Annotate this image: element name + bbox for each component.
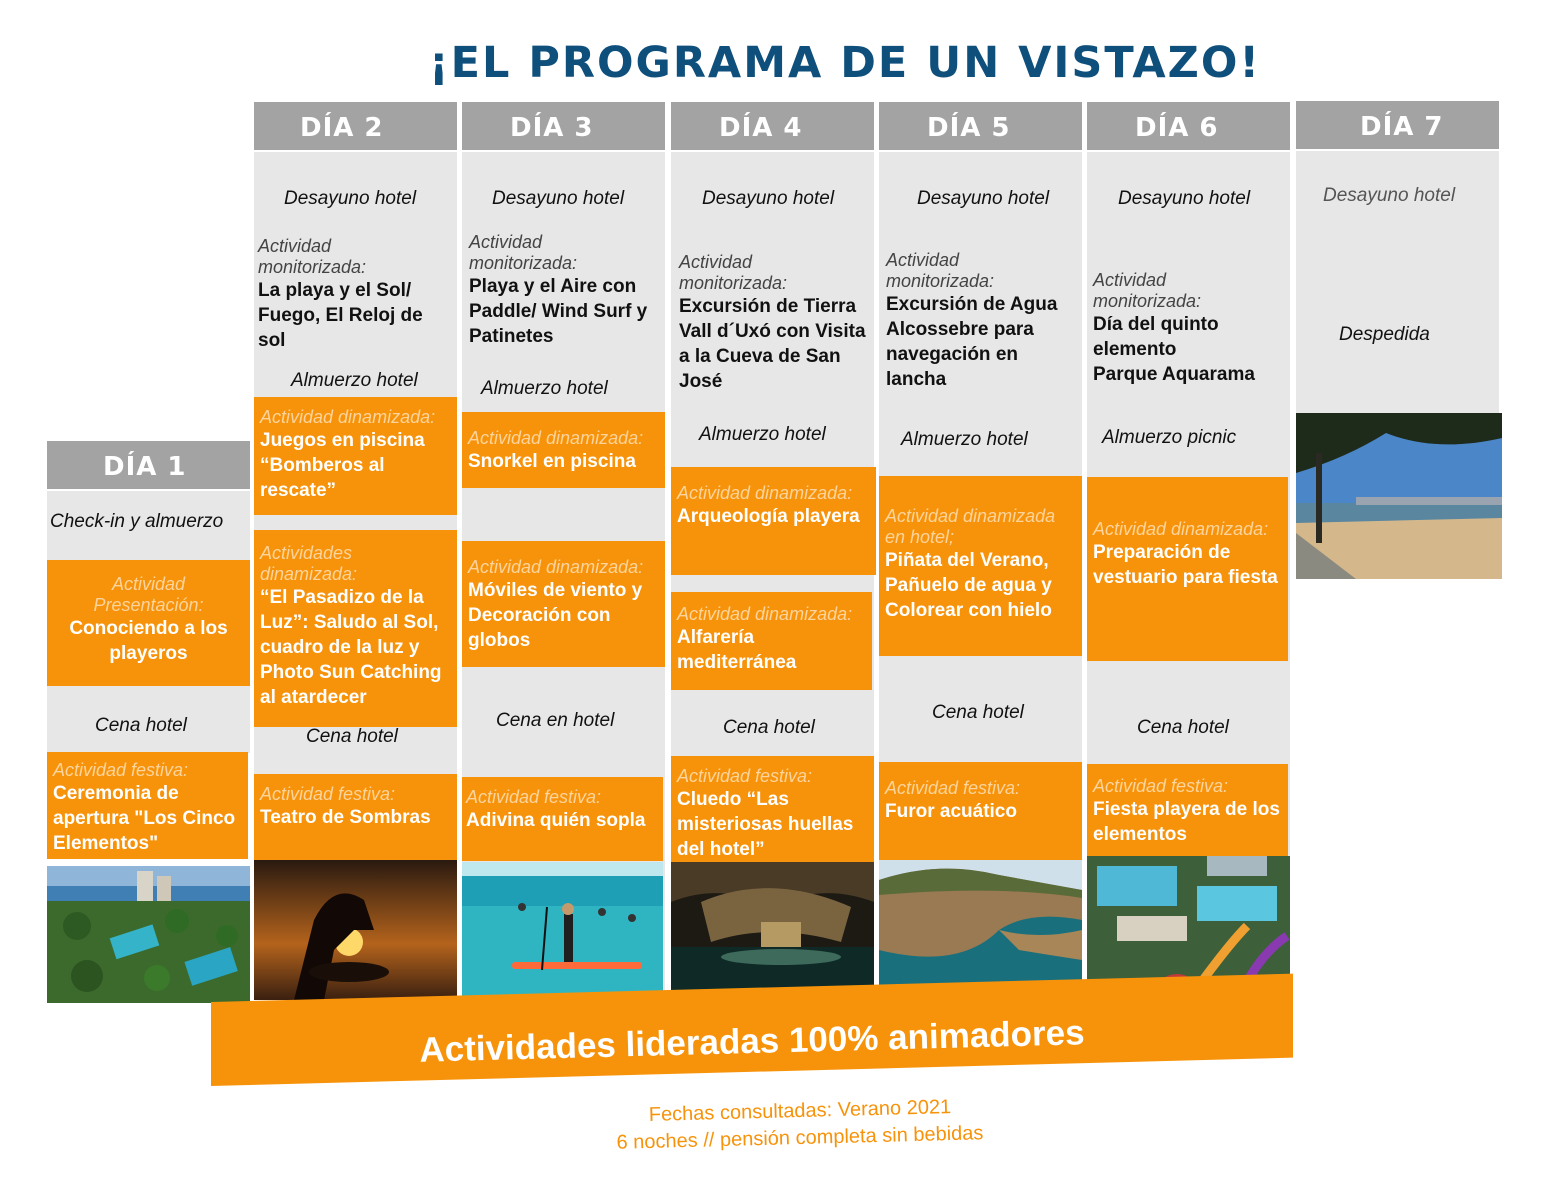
- day-5-dynamic-1-label-2: en hotel;: [885, 527, 955, 547]
- day-5-dynamic-card-1: [879, 476, 1082, 656]
- day-5-monitored-activity: [886, 250, 1078, 392]
- day-5-dynamic-1-text: Piñata del Verano, Pañuelo de agua y Colorear con hielo: [885, 550, 1052, 621]
- day-7-farewell: Despedida: [1339, 324, 1430, 345]
- sunset-hand-heart-photo-svg: [254, 860, 457, 1000]
- day-3-monitored-label-2: monitorizada:: [469, 253, 578, 273]
- day-6-dynamic-1-label: Actividad dinamizada:: [1093, 519, 1269, 539]
- day-4-lunch: Almuerzo hotel: [699, 424, 826, 445]
- day-2-dynamic-2-label-1: Actividades: [260, 543, 353, 563]
- day-1-activity-card: [47, 560, 250, 686]
- sunset-hand-heart-photo: [254, 860, 457, 1000]
- day-4-monitored-activity: [679, 252, 871, 394]
- day-2-monitored-label-2: monitorizada:: [258, 257, 367, 277]
- day-4-monitored-label-2: monitorizada:: [679, 273, 788, 293]
- day-3-dynamic-card-1: [462, 412, 665, 488]
- day-2-monitored-label-1: Actividad: [258, 236, 332, 256]
- day-4-monitored-text: Excursión de Tierra Vall d´Uxó con Visita a la Cueva de San José: [679, 296, 866, 392]
- day-4-dynamic-2-text: Alfarería mediterránea: [677, 627, 797, 673]
- day-5-monitored-label-1: Actividad: [886, 250, 960, 270]
- day-6-monitored-label-2: monitorizada:: [1093, 291, 1202, 311]
- day-2-festive-label: Actividad festiva:: [260, 784, 396, 804]
- day-3-monitored-text: Playa y el Aire con Paddle/ Wind Surf y Patinetes: [469, 276, 648, 347]
- day-1-column: [47, 441, 250, 1003]
- day-2-monitored-activity: [258, 236, 453, 353]
- paddle-surf-photo: [462, 862, 663, 997]
- footer-dates: Fechas consultadas: Verano 2021: [648, 1096, 952, 1126]
- day-6-column: [1087, 102, 1290, 1002]
- day-5-dynamic-1-label-1: Actividad dinamizada: [885, 506, 1056, 526]
- paddle-surf-photo-svg: [462, 862, 663, 997]
- day-1-festive-text: Ceremonia de apertura "Los Cinco Elementos": [53, 783, 236, 854]
- day-3-dynamic-2-text: Móviles de viento y Decoración con globos: [468, 580, 643, 651]
- day-2-breakfast: Desayuno hotel: [284, 188, 417, 209]
- day-3-dynamic-1-label: Actividad dinamizada:: [468, 428, 644, 448]
- day-2-dynamic-1-text: Juegos en piscina “Bomberos al rescate”: [260, 430, 425, 501]
- day-5-lunch: Almuerzo hotel: [901, 429, 1028, 450]
- day-3-column: [462, 102, 665, 997]
- day-4-breakfast: Desayuno hotel: [702, 188, 835, 209]
- day-4-dinner: Cena hotel: [723, 717, 815, 738]
- day-6-festive-card: [1087, 764, 1288, 856]
- day-3-festive-text: Adivina quién sopla: [466, 810, 646, 831]
- day-4-dynamic-card-2: [671, 592, 872, 690]
- day-2-dynamic-card-1: [254, 397, 457, 515]
- banner-text: Actividades lideradas 100% animadores: [418, 1013, 1086, 1070]
- day-1-header: DÍA 1: [47, 441, 250, 489]
- day-3-dynamic-2-label: Actividad dinamizada:: [468, 557, 644, 577]
- day-5-header: DÍA 5: [879, 102, 1082, 150]
- day-5-dinner: Cena hotel: [932, 702, 1024, 723]
- hotel-pool-photo: [47, 866, 250, 1003]
- day-5-festive-text: Furor acuático: [885, 801, 1017, 822]
- day-6-monitored-activity: [1093, 270, 1285, 387]
- day-6-dynamic-card-1: [1087, 477, 1288, 661]
- day-6-dynamic-1-text: Preparación de vestuario para fiesta: [1093, 542, 1278, 588]
- day-1-festive-label: Actividad festiva:: [53, 760, 189, 780]
- cave-photo: [671, 862, 874, 1004]
- day-1-checkin: Check-in y almuerzo: [50, 511, 224, 532]
- day-3-dinner: Cena en hotel: [496, 710, 615, 731]
- day-1-dinner: Cena hotel: [95, 715, 187, 736]
- day-6-breakfast: Desayuno hotel: [1118, 188, 1251, 209]
- day-3-festive-card: [462, 777, 663, 861]
- day-6-dinner: Cena hotel: [1137, 717, 1229, 738]
- day-2-dynamic-1-label: Actividad dinamizada:: [260, 407, 436, 427]
- day-4-festive-text: Cluedo “Las misteriosas huellas del hotel”: [677, 789, 854, 860]
- day-2-dynamic-card-2: [254, 530, 457, 727]
- day-2-dynamic-2-label-2: dinamizada:: [260, 564, 358, 584]
- day-3-monitored-activity: [469, 232, 661, 349]
- day-2-dinner: Cena hotel: [306, 726, 398, 747]
- day-3-lunch: Almuerzo hotel: [481, 378, 608, 399]
- day-3-breakfast: Desayuno hotel: [492, 188, 625, 209]
- beach-promenade-photo-svg: [1296, 413, 1502, 579]
- day-4-dynamic-1-label: Actividad dinamizada:: [677, 483, 853, 503]
- day-6-header: DÍA 6: [1087, 102, 1290, 150]
- day-7-column: [1296, 101, 1502, 579]
- day-2-header: DÍA 2: [254, 102, 457, 150]
- beach-promenade-photo: [1296, 413, 1502, 579]
- day-4-column: [671, 102, 874, 1004]
- day-7-header: DÍA 7: [1296, 101, 1499, 149]
- cave-photo-svg: [671, 862, 874, 1004]
- day-5-breakfast: Desayuno hotel: [917, 188, 1050, 209]
- day-3-dynamic-card-2: [462, 541, 665, 667]
- day-1-activity-text: Conociendo a los playeros: [69, 618, 228, 664]
- day-4-dynamic-card-1: [671, 467, 876, 575]
- day-6-festive-text: Fiesta playera de los elementos: [1093, 799, 1280, 845]
- day-5-monitored-text: Excursión de Agua Alcossebre para navegación en lancha: [886, 294, 1058, 390]
- day-2-monitored-text: La playa y el Sol/ Fuego, El Reloj de sol: [258, 280, 423, 351]
- day-1-festive-card: [47, 752, 248, 859]
- day-3-festive-label: Actividad festiva:: [466, 787, 602, 807]
- day-6-festive-label: Actividad festiva:: [1093, 776, 1229, 796]
- day-3-header: DÍA 3: [462, 102, 665, 150]
- day-4-monitored-label-1: Actividad: [679, 252, 753, 272]
- day-5-column: [879, 102, 1082, 1004]
- day-4-header: DÍA 4: [671, 102, 874, 150]
- day-6-monitored-text-2: Parque Aquarama: [1093, 364, 1255, 385]
- day-7-breakfast: Desayuno hotel: [1323, 185, 1456, 206]
- day-4-festive-label: Actividad festiva:: [677, 766, 813, 786]
- day-1-activity-label-2: Presentación:: [93, 595, 204, 615]
- footer-board: 6 noches // pensión completa sin bebidas: [616, 1122, 984, 1154]
- day-5-festive-label: Actividad festiva:: [885, 778, 1021, 798]
- day-2-lunch: Almuerzo hotel: [291, 370, 418, 391]
- day-2-festive-card: [254, 774, 457, 860]
- day-6-monitored-label-1: Actividad: [1093, 270, 1167, 290]
- day-5-festive-card: [879, 762, 1082, 860]
- day-6-monitored-text-1: Día del quinto elemento: [1093, 314, 1219, 360]
- day-1-activity-label-1: Actividad: [111, 574, 186, 594]
- day-6-lunch: Almuerzo picnic: [1102, 427, 1237, 448]
- day-2-dynamic-2-text: “El Pasadizo de la Luz”: Saludo al Sol, cuadro de la luz y Photo Sun Catching al atardecer: [260, 587, 442, 708]
- day-3-dynamic-1-text: Snorkel en piscina: [468, 451, 636, 472]
- day-2-festive-text: Teatro de Sombras: [260, 807, 431, 828]
- day-4-festive-card: [671, 756, 874, 862]
- day-2-column: [254, 102, 457, 1000]
- page-title: ¡EL PROGRAMA DE UN VISTAZO!: [428, 38, 1262, 88]
- day-4-dynamic-2-label: Actividad dinamizada:: [677, 604, 853, 624]
- hotel-pool-photo-svg: [47, 866, 250, 1003]
- day-4-dynamic-1-text: Arqueología playera: [677, 506, 860, 527]
- day-5-monitored-label-2: monitorizada:: [886, 271, 995, 291]
- day-3-monitored-label-1: Actividad: [469, 232, 543, 252]
